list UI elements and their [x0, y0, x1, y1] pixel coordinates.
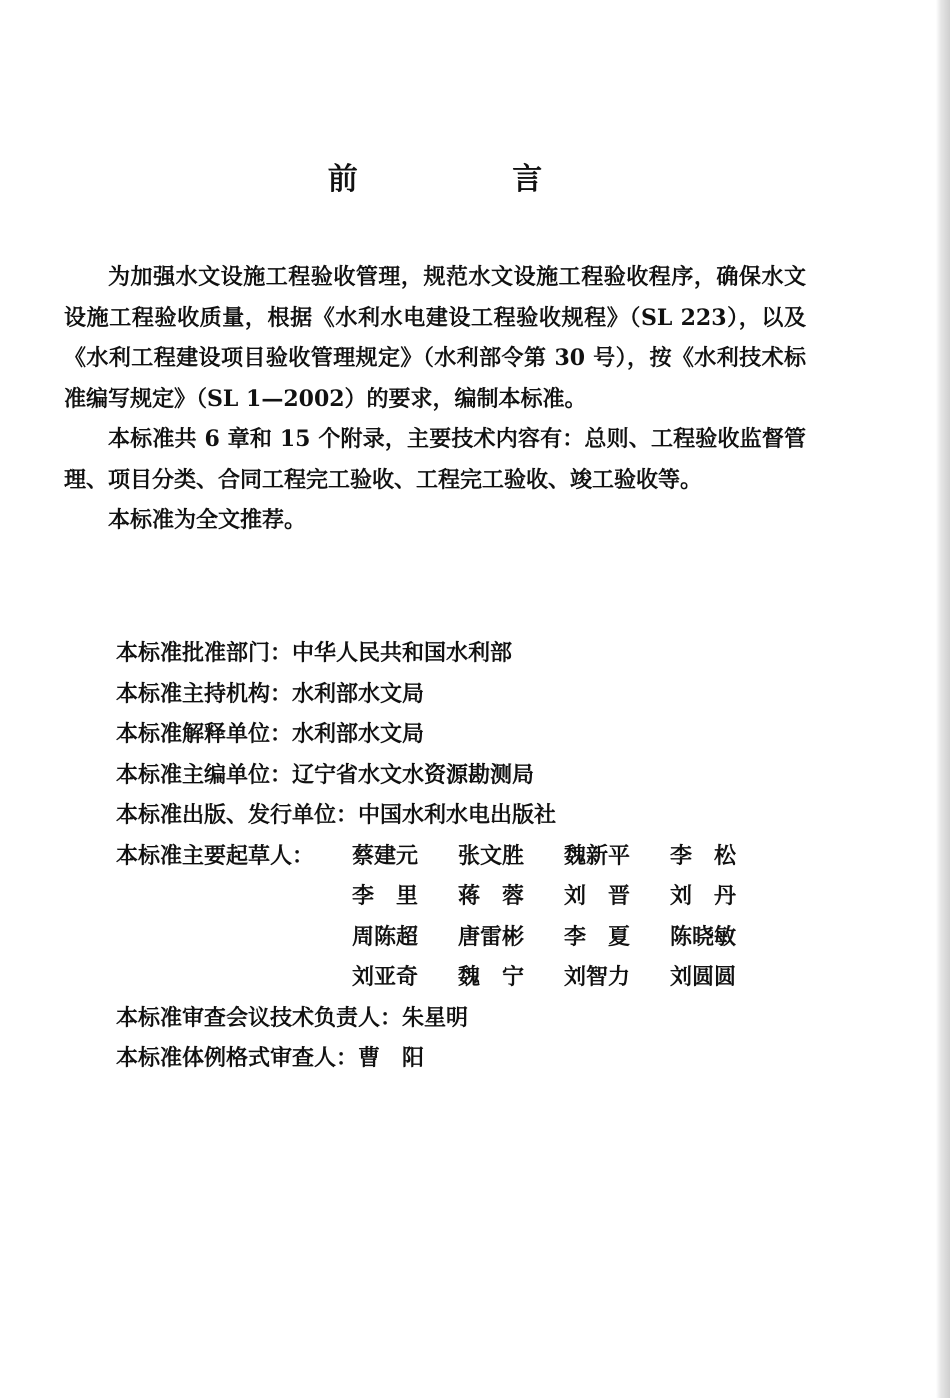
- info-value: 辽宁省水文水资源勘测局: [292, 761, 535, 788]
- reviewer-label: 本标准审查会议技术负责人：: [116, 1004, 403, 1031]
- drafter-row: [116, 917, 816, 958]
- reviewer-row: [116, 1038, 816, 1079]
- info-row: [116, 755, 816, 796]
- page-edge-shadow: [936, 0, 950, 1398]
- preface-body: [64, 257, 806, 541]
- drafter-name: 唐雷彬: [458, 923, 525, 950]
- info-value: 水利部水文局: [292, 680, 425, 707]
- drafter-name: 刘 丹: [670, 883, 737, 909]
- info-label: 本标准解释单位：: [116, 721, 293, 747]
- reviewer-label: 本标准体例格式审查人：: [116, 1045, 359, 1071]
- drafter-name: 刘智力: [564, 964, 631, 990]
- paragraph: 本标准为全文推荐。: [108, 507, 307, 533]
- reviewer-name: 曹 阳: [358, 1045, 425, 1071]
- paragraph: 为加强水文设施工程验收管理，规范水文设施工程验收程序，确保水文设施工程验收质量，根据《水利水电建设工程验收规程》（SL 223），以及《水利工程建设项目验收管理规定》（水利部令第 30 号），按《水利技术标准编写规定》（SL 1—2002）的要求，编制本标准。: [64, 264, 806, 412]
- info-label: 本标准批准部门：: [116, 640, 293, 666]
- reviewer-name: 朱星明: [402, 1004, 469, 1031]
- drafter-name: 蒋 蓉: [458, 883, 525, 909]
- info-row: [116, 714, 816, 755]
- drafter-name: 李 夏: [564, 923, 631, 950]
- info-value: 中华人民共和国水利部: [292, 640, 513, 666]
- info-row: [116, 633, 816, 674]
- drafters-list: [116, 836, 816, 998]
- drafter-row: [116, 957, 816, 998]
- drafter-name: 刘亚奇: [352, 964, 419, 990]
- drafter-name: 蔡建元: [352, 842, 419, 869]
- drafters-label: 本标准主要起草人：: [116, 842, 315, 869]
- drafter-name: 张文胜: [458, 842, 525, 869]
- drafter-name: 刘 晋: [564, 883, 631, 909]
- info-row: [116, 674, 816, 715]
- reviewer-row: [116, 998, 816, 1039]
- info-row: [116, 795, 816, 836]
- drafter-name: 魏 宁: [458, 964, 525, 990]
- info-label: 本标准主持机构：: [116, 680, 293, 707]
- info-value: 中国水利水电出版社: [358, 802, 557, 828]
- drafter-name: 刘圆圆: [670, 964, 737, 990]
- page-title: 前 言: [327, 162, 615, 197]
- info-label: 本标准出版、发行单位：: [116, 802, 359, 828]
- drafter-row: [116, 876, 816, 917]
- drafter-name: 魏新平: [564, 842, 631, 869]
- drafter-name: 李 松: [670, 842, 737, 869]
- paragraph: 本标准共 6 章和 15 个附录，主要技术内容有：总则、工程验收监督管理、项目分类、合同工程完工验收、工程完工验收、竣工验收等。: [64, 426, 806, 493]
- drafter-row: [116, 836, 816, 877]
- standard-info: [116, 633, 816, 1079]
- info-label: 本标准主编单位：: [116, 761, 293, 788]
- info-value: 水利部水文局: [292, 721, 425, 747]
- drafter-name: 李 里: [352, 883, 419, 909]
- drafter-name: 周陈超: [352, 923, 419, 950]
- drafter-name: 陈晓敏: [670, 923, 737, 950]
